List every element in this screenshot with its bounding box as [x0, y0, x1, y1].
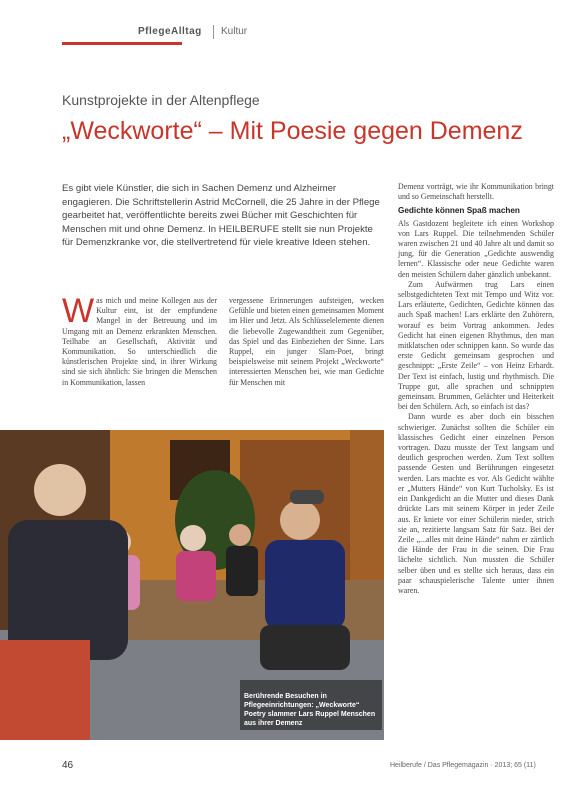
body-paragraph: vergessene Erinnerungen aufsteigen, wecken Gefühle und bieten einen gemeinsamen Moment im Hier und Jetzt. Als Schlüsselelemente dienen die liebevolle Zugewandtheit zum Gegenüber, das Spiel und das Einbeziehen der Sinne. Lars Ruppel, ein junger Slam-Poet, bringt beispielsweise mit seinem Projekt „Weckworte“ interessierten Menschen bei, wie man Gedichte für Menschen mit	[229, 296, 384, 387]
body-paragraph: Dann wurde es aber doch ein bisschen schwieriger. Zunächst sollten die Schüler ein klassisches Gedicht einer einzelnen Person vortragen. Dazu musste der Text langsam und deutlich gesprochen werden. Zum Text sollten passende Gesten und Berührungen eingesetzt werden. Lars machte es vor. Als Gedicht wählte er „Mutters Hände“ von Kurt Tucholsky. Es ist ein Dankgedicht an die Mutter und dieses Dank drückte Lars mit seinem Körper in jeder Zeile aus. Er kniete vor einer Schülerin nieder, strich sie an, rezitierte langsam Satz für Satz. Bei der Zeile „...alles mit deine Hände“ nahm er zärtlich die Hände der Frau in die seinen. Die Frau lächelte sichtlich. Nun mussten die Schüler selber üben und es stellte sich heraus, dass ein paar schauspielerische Talente unter ihnen waren.	[398, 412, 554, 595]
body-paragraph: as mich und meine Kollegen aus der Kultur eint, ist der empfundene Mangel in der Betreuung und im Umgang mit an Demenz erkrankten Menschen. Teilhabe an Gesellschaft, Aktivität und Kommunikation. So unterschiedlich die künstlerischen Projekte sind, in ihrer Wirkung sind sie sich ähnlich: Sie bringen die Menschen in Kommunikation, lassen	[62, 296, 217, 387]
category-label: Kultur	[221, 26, 248, 37]
body-paragraph: Als Gastdozent begleitete ich einen Workshop von Lars Ruppel. Die teilnehmenden Schüler waren zwischen 21 und 40 Jahre alt und damit so jung, für die Generation „Gedichte auswendig lernen“. Klassische oder neue Gedichte waren den meisten Schülern daher gänzlich unbekannt.	[398, 218, 554, 279]
body-column-3	[398, 182, 554, 596]
article-kicker: Kunstprojekte in der Altenpflege	[62, 92, 260, 108]
body-column-1	[62, 292, 217, 388]
body-paragraph: Zum Aufwärmen trug Lars einen selbstgedichteten Text mit Tempo und Witz vor. Lars erläuterte, Gedichten, Gedichte können das auch Spaß machen! Lars erklärte den Zuhörern, worauf es beim Vortrag ankommen. Jedes Gedicht hat einen eigenen Rhythmus, den man mitklatschen oder schnippen kann. So wurde das erste Gedicht gemeinsam gesprochen und geschnippt: „Erste Zeile“ – von Heinz Erhardt. Der Text ist einfach, lustig und rhythmisch. Die Truppe gut, alle sprachen und schnippten gemeinsam. Brummen, Gelächter und Heiterkeit bei den Schülern. Ach, so einfach ist das?	[398, 279, 554, 412]
header-divider	[213, 25, 214, 39]
body-column-2	[229, 296, 384, 388]
header-accent-rule	[62, 42, 182, 45]
body-paragraph: Demenz vorträgt, wie ihr Kommunikation bringt und so Gemeinschaft herstellt.	[398, 182, 554, 202]
photo-caption: Berührende Besuchen in Pflegeeinrichtungen: „Weckworte“ Poetry slammer Lars Ruppel Menschen aus ihrer Demenz	[244, 693, 376, 727]
magazine-citation: Heilberufe / Das Pflegemagazin · 2013; 65 (11)	[390, 762, 536, 769]
page-number: 46	[62, 760, 74, 771]
section-label: PflegeAlltag	[138, 26, 202, 37]
subheading: Gedichte können Spaß machen	[398, 206, 520, 216]
drop-cap: W	[62, 292, 95, 330]
article-lead: Es gibt viele Künstler, die sich in Sachen Demenz und Alzheimer engagieren. Die Schriftstellerin Astrid McCornell, die 25 Jahre in der Pflege gearbeitet hat, veröffentlichte bereits zwei Bücher mit Geschichten für Menschen mit und ohne Demenz. In HEILBERUFE stellt sie nun Projekte für Demenzkranke vor, die stellvertretend für viele kreative Ideen stehen.	[62, 183, 380, 249]
article-title: „Weckworte“ – Mit Poesie gegen Demenz	[62, 117, 523, 145]
